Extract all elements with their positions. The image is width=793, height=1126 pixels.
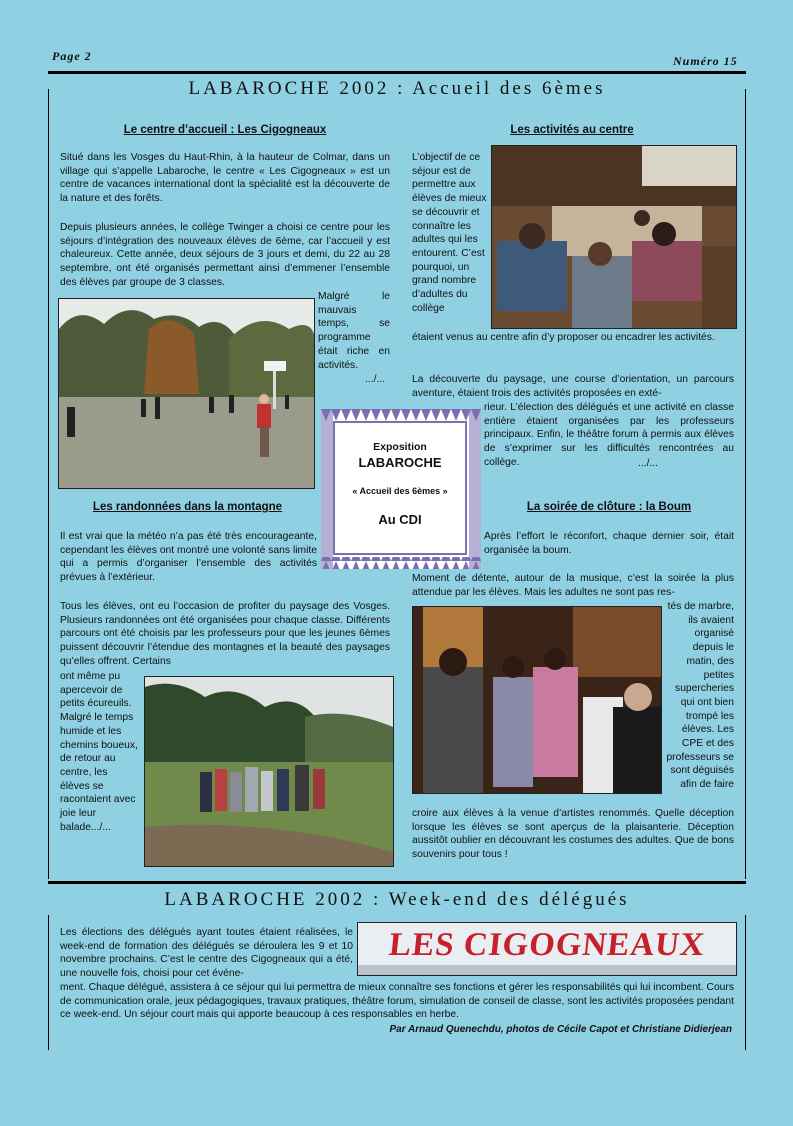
centre-paragraph-3: Malgré le mauvais temps, se programme était riche en activités. <box>318 291 390 371</box>
delegues-paragraph-1: Les élections des délégués ayant toutes étaient réalisées, le week-end de formation des délégués se déroulera les 9 et 10 novembre prochains. C’est le centre des Cigogneaux qui a été, une nouvelle fois, choisi pour cet événe- <box>60 927 353 980</box>
activites-continued: .../... <box>638 458 659 469</box>
centre-continued: .../... <box>365 374 386 385</box>
exposition-panel <box>333 421 467 555</box>
boum-paragraph-4: croire aux élèves à la venue d’artistes renommés. Quelle déception lorsque les élèves se sont aperçus de la plaisanterie. Déception aussitôt oublier en découvrant les costumes des adultes. Que de bons souvenirs pour tous ! <box>412 808 734 861</box>
exposition-box <box>321 409 481 569</box>
heading-centre: Le centre d’accueil : Les Cigogneaux <box>123 124 327 136</box>
right-vertical-rule-2 <box>745 915 746 1050</box>
centre-paragraph-2: Depuis plusieurs années, le collège Twinger a choisi ce centre pour les séjours d’intégration des nouveaux élèves de 6ème, car l’accueil y est chaleureux. Cette année, deux séjours de 3 jours et demi, du 22 au 28 septembre, ont été organisés permettant ainsi d’emmener l’ensemble des élèves par groupe de 3 classes. <box>60 222 390 288</box>
activites-paragraph-1b: étaient venus au centre afin d’y proposer ou encadrer les activités. <box>412 332 715 343</box>
left-vertical-rule <box>48 89 49 879</box>
middle-rule <box>48 881 746 884</box>
banner-text: LES CIGOGNEAUX <box>387 927 707 963</box>
expo-line-4: Au CDI <box>378 512 422 527</box>
expo-line-2: LABAROCHE <box>358 455 442 470</box>
delegues-paragraph-2: ment. Chaque délégué, assistera à ce séjour qui lui permettra de mieux connaître ses fonctions et gérer les responsabilités qui lui incombent. Cours de communication orale, jeux pédagogiques, travaux pratiques, théâtre forum, simulation de conseil de classe, sont les activités proposées pendant ce week-end. Un séjour court mais qui apporte beaucoup à ces responsables en herbe. <box>60 982 734 1021</box>
section-title-delegues: LABAROCHE 2002 : Week-end des délégués <box>164 889 630 910</box>
photo-hiking-group <box>144 676 394 867</box>
section-title-accueil: LABAROCHE 2002 : Accueil des 6èmes <box>188 78 606 99</box>
left-vertical-rule-2 <box>48 915 49 1050</box>
page-number: Page 2 <box>52 49 92 63</box>
boum-paragraph-3: tés de marbre, ils avaient organisé depuis le matin, des petites supercheries qui ont bien trompé les élèves. Les CPE et des professeurs se sont déguisés afin de faire <box>666 601 734 791</box>
expo-line-3: « Accueil des 6èmes » <box>352 486 448 496</box>
photo-boum-party <box>412 606 662 794</box>
activites-paragraph-2b: rieur. L’élection des délégués et une activité en classe entière étaient organisées par les professeurs principaux. Enfin, le théâtre forum à permis aux élèves de s’exprimer sur les difficultés rencontrées au collège. <box>484 402 734 468</box>
issue-number: Numéro 15 <box>673 54 738 68</box>
right-vertical-rule <box>745 89 746 879</box>
activites-paragraph-2a: La découverte du paysage, une course d’orientation, un parcours aventure, étaient trois des activités proposées en exté- <box>412 374 734 399</box>
heading-activites: Les activités au centre <box>510 124 634 136</box>
centre-paragraph-1: Situé dans les Vosges du Haut-Rhin, à la hauteur de Colmar, dans un village qui s’appelle Labaroche, le centre « Les Cigogneaux » est un centre de vacances international dont la spécialité est la découverte de la nature et des forêts. <box>60 152 390 205</box>
randonnees-paragraph-3: ont même pu apercevoir de petits écureuils. Malgré le temps humide et les chemins boueux, de retour au centre, les élèves se racontaient avec joie leur balade.../... <box>60 671 138 833</box>
photo-outdoor-games <box>58 298 315 489</box>
photo-indoor-activity <box>491 145 737 329</box>
heading-randonnees: Les randonnées dans la montagne <box>92 501 283 513</box>
heading-boum: La soirée de clôture : la Boum <box>526 501 692 513</box>
randonnees-paragraph-1: Il est vrai que la météo n’a pas été très encourageante, cependant les élèves ont montré une volonté sans limite qui a permis d’organiser l’ensemble des activités prévues à l’extérieur. <box>60 531 317 584</box>
banner-les-cigogneaux <box>357 922 737 976</box>
randonnees-paragraph-2: Tous les élèves, ont eu l’occasion de profiter du paysage des Vosges. Plusieurs randonnées ont été organisées pour chaque classe. Différents parcours ont été choisis par les professeurs pour que les jeunes 6èmes puissent découvrir l’étendue des montagnes et la beauté des paysages qu’elles offrent. Certains <box>60 601 390 667</box>
expo-line-1: Exposition <box>373 441 427 453</box>
boum-paragraph-2: Moment de détente, autour de la musique, c’est la soirée la plus attendue par les élèves. Mais les adultes ne sont pas res- <box>412 573 734 598</box>
boum-paragraph-1: Après l’effort le réconfort, chaque dernier soir, était organisée la boum. <box>484 531 734 556</box>
activites-paragraph-1a: L’objectif de ce séjour est de permettre aux élèves de mieux se découvrir et connaître les adultes qui les entourent. C’est pourquoi, un grand nombre d’adultes du collège <box>412 152 487 314</box>
photo-credit: Par Arnaud Quenechdu, photos de Cécile Capot et Christiane Didierjean <box>389 1024 732 1035</box>
top-rule <box>48 71 746 74</box>
